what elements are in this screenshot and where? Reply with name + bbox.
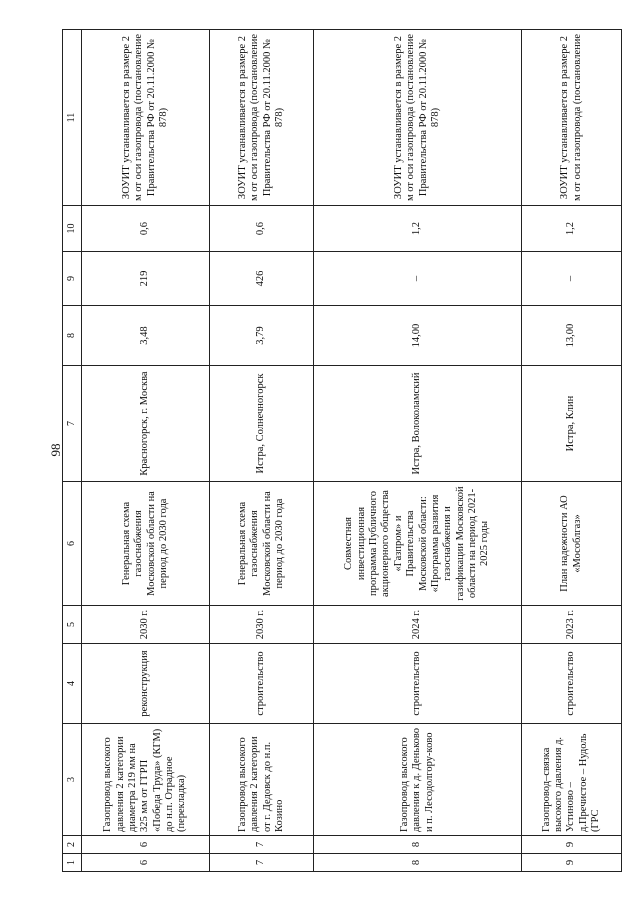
cell-pressure: 0,6 <box>82 206 210 252</box>
cell-type: строительство <box>314 644 522 724</box>
cell-year: 2030 г. <box>82 606 210 644</box>
cell-type: строительство <box>210 644 314 724</box>
cell-pressure: 1,2 <box>314 206 522 252</box>
header-row <box>63 30 82 872</box>
col-header: 3 <box>63 724 82 836</box>
col-header: 10 <box>63 206 82 252</box>
rotated-table-container <box>62 30 618 872</box>
cell-zone: ЗОУИТ устанавливается в размере 2 м от оси газопровода (постановление Правительства РФ от 20.11.2000 № 878) <box>314 30 522 206</box>
col-header: 11 <box>63 30 82 206</box>
cell-year: 2024 г. <box>314 606 522 644</box>
cell-num: 7 <box>210 854 314 872</box>
cell-diameter: 426 <box>210 252 314 306</box>
col-header: 4 <box>63 644 82 724</box>
cell-name: Газопровод–связка высокого давления д. Устиново – д.Пречистое – Нудоль (ГРС <box>522 724 622 836</box>
table-row <box>210 30 314 872</box>
col-header: 1 <box>63 854 82 872</box>
cell-name: Газопровод высокого давления 2 категории диаметра 219 мм на 325 мм от ГГРП «Победа Труда» (КГМ) до н.п. Отрадное (перекладка) <box>82 724 210 836</box>
cell-source: План надежности АО «Мособлгаз» <box>522 482 622 606</box>
cell-length: 13,00 <box>522 306 622 366</box>
cell-num: 7 <box>210 836 314 854</box>
col-header: 7 <box>63 366 82 482</box>
cell-num: 6 <box>82 854 210 872</box>
cell-location: Истра, Волоколамский <box>314 366 522 482</box>
cell-source: Совместная инвестиционная программа Публичного акционерного общества «Газпром» и Правительства Московской области: «Программа развития газоснабжения и газификации Московской области на период 2021-2025 годы <box>314 482 522 606</box>
cell-length: 3,79 <box>210 306 314 366</box>
cell-num: 9 <box>522 836 622 854</box>
cell-num: 9 <box>522 854 622 872</box>
cell-year: 2030 г. <box>210 606 314 644</box>
col-header: 9 <box>63 252 82 306</box>
cell-location: Красногорск, г. Москва <box>82 366 210 482</box>
cell-source: Генеральная схема газоснабжения Московской области на период до 2030 года <box>82 482 210 606</box>
cell-diameter: – <box>522 252 622 306</box>
gas-pipeline-table <box>62 29 622 872</box>
cell-num: 8 <box>314 854 522 872</box>
table-row <box>314 30 522 872</box>
cell-diameter: 219 <box>82 252 210 306</box>
cell-diameter: – <box>314 252 522 306</box>
page-number: 98 <box>48 443 63 457</box>
col-header: 5 <box>63 606 82 644</box>
cell-name: Газопровод высокого давления к д. Деньково и п. Лесодолгору-ково <box>314 724 522 836</box>
col-header: 2 <box>63 836 82 854</box>
cell-length: 3,48 <box>82 306 210 366</box>
cell-length: 14,00 <box>314 306 522 366</box>
cell-pressure: 0,6 <box>210 206 314 252</box>
cell-zone: ЗОУИТ устанавливается в размере 2 м от оси газопровода (постановление Правительства РФ от 20.11.2000 № 878) <box>82 30 210 206</box>
cell-pressure: 1,2 <box>522 206 622 252</box>
cell-num: 6 <box>82 836 210 854</box>
cell-source: Генеральная схема газоснабжения Московской области на период до 2030 года <box>210 482 314 606</box>
cell-num: 8 <box>314 836 522 854</box>
col-header: 6 <box>63 482 82 606</box>
table-row <box>82 30 210 872</box>
cell-type: реконструкция <box>82 644 210 724</box>
col-header: 8 <box>63 306 82 366</box>
cell-name: Газопровод высокого давления 2 категории от г. Дедовск до н.п. Козино <box>210 724 314 836</box>
cell-location: Истра, Солнечногорск <box>210 366 314 482</box>
cell-zone: ЗОУИТ устанавливается в размере 2 м от оси газопровода (постановление <box>522 30 622 206</box>
table-row <box>522 30 622 872</box>
cell-type: строительство <box>522 644 622 724</box>
cell-zone: ЗОУИТ устанавливается в размере 2 м от оси газопровода (постановление Правительства РФ от 20.11.2000 № 878) <box>210 30 314 206</box>
cell-location: Истра, Клин <box>522 366 622 482</box>
cell-year: 2023 г. <box>522 606 622 644</box>
